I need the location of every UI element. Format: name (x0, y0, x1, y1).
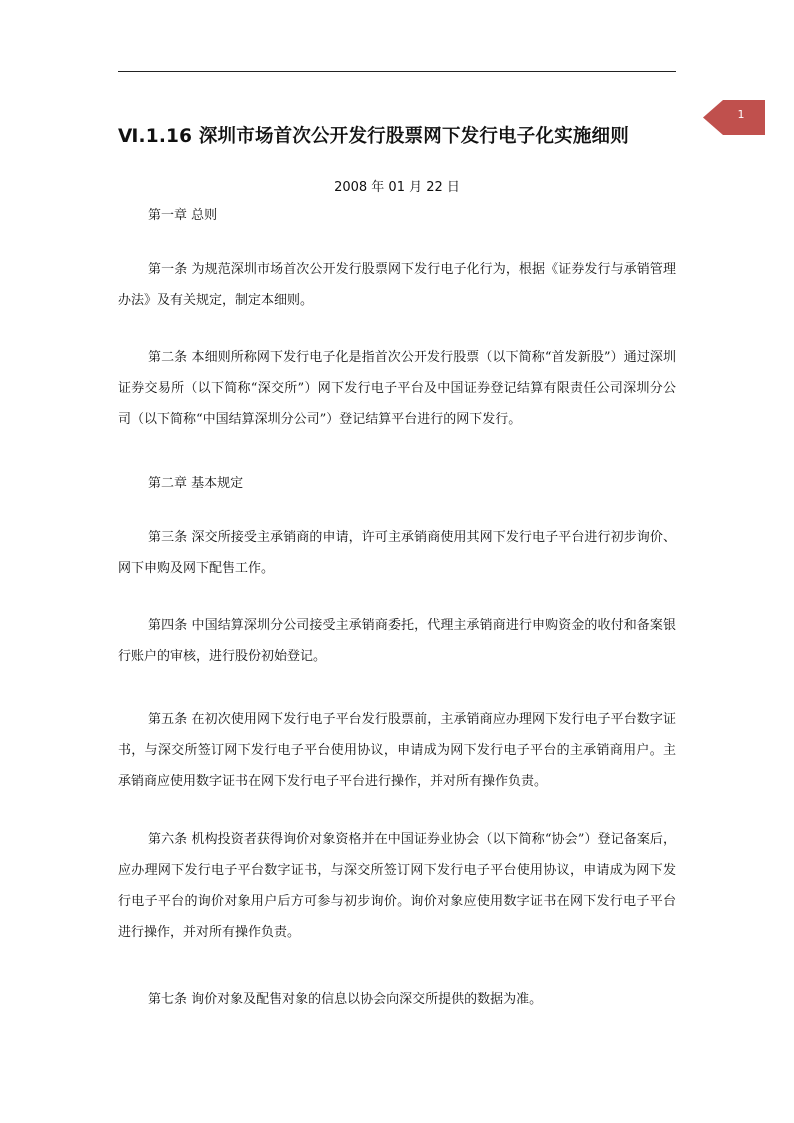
article-4: 第四条 中国结算深圳分公司接受主承销商委托，代理主承销商进行申购资金的收付和备案银行账户的审核，进行股份初始登记。 (118, 618, 676, 664)
chapter-heading-2: 第二章 基本规定 (148, 476, 244, 491)
article-7: 第七条 询价对象及配售对象的信息以协会向深交所提供的数据为准。 (148, 992, 543, 1007)
chapter-heading-1: 第一章 总则 (148, 208, 218, 223)
header-rule (118, 71, 676, 72)
document-title: Ⅵ.1.16 深圳市场首次公开发行股票网下发行电子化实施细则 (118, 126, 629, 147)
article-5: 第五条 在初次使用网下发行电子平台发行股票前，主承销商应办理网下发行电子平台数字证书，与深交所签订网下发行电子平台使用协议，申请成为网下发行电子平台的主承销商用户。主承销商应使用数字证书在网下发行电子平台进行操作，并对所有操作负责。 (118, 712, 676, 789)
article-3: 第三条 深交所接受主承销商的申请，许可主承销商使用其网下发行电子平台进行初步询价、网下申购及网下配售工作。 (118, 530, 676, 576)
page-number: 1 (737, 108, 745, 121)
article-1: 第一条 为规范深圳市场首次公开发行股票网下发行电子化行为，根据《证券发行与承销管理办法》及有关规定，制定本细则。 (118, 262, 676, 308)
article-6: 第六条 机构投资者获得询价对象资格并在中国证券业协会（以下简称“协会”）登记备案后，应办理网下发行电子平台数字证书，与深交所签订网下发行电子平台使用协议，申请成为网下发行电子平台的询价对象用户后方可参与初步询价。询价对象应使用数字证书在网下发行电子平台进行操作，并对所有操作负责。 (118, 832, 676, 940)
document-date: 2008 年 01 月 22 日 (334, 180, 460, 195)
page-number-tab (703, 100, 765, 135)
article-2: 第二条 本细则所称网下发行电子化是指首次公开发行股票（以下简称“首发新股”）通过深圳证券交易所（以下简称“深交所”）网下发行电子平台及中国证券登记结算有限责任公司深圳分公司（以下简称“中国结算深圳分公司”）登记结算平台进行的网下发行。 (118, 350, 676, 427)
